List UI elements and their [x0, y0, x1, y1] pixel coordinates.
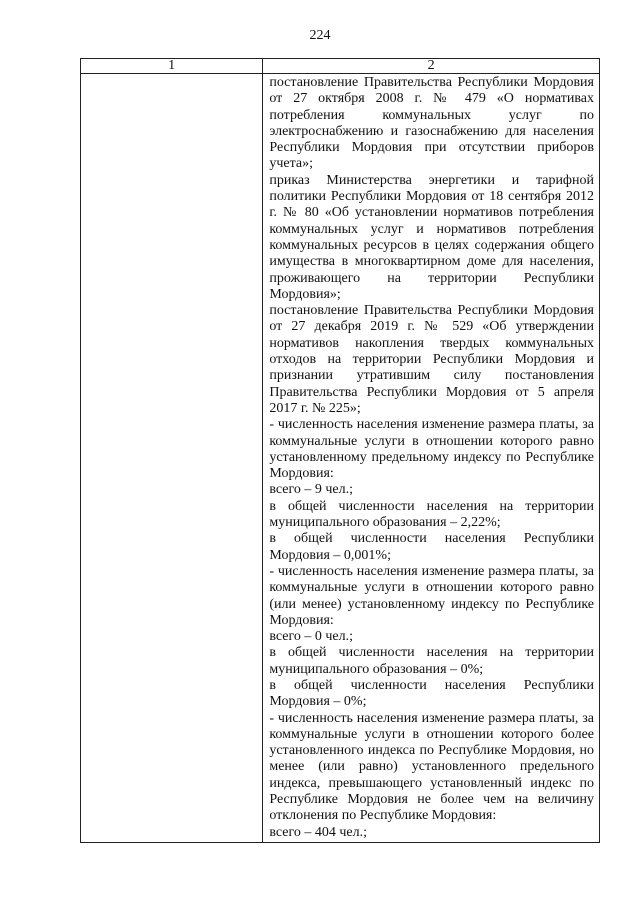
- column-header-1: 1: [81, 59, 263, 74]
- share-municipality-paragraph: в общей численности населения на территории муниципального образования – 0%;: [269, 645, 594, 677]
- column-2-cell: [263, 74, 600, 843]
- column-1-cell: [81, 74, 263, 843]
- population-equal-limit-paragraph: - численность населения изменение размера платы, за коммунальные услуги в отношении которого равно установленному предельному индексу по Республике Мордовия:: [269, 417, 594, 482]
- share-republic-paragraph: в общей численности населения Республики Мордовия – 0,001%;: [269, 531, 594, 563]
- population-equal-or-less-paragraph: - численность населения изменение размера платы, за коммунальные услуги в отношении которого равно (или менее) установленному индексу по Республике Мордовия:: [269, 563, 594, 628]
- document-table: [80, 58, 600, 843]
- table-row: [81, 74, 600, 843]
- share-republic-paragraph: в общей численности населения Республики Мордовия – 0%;: [269, 677, 594, 710]
- column-header-2: 2: [263, 59, 600, 74]
- decree-479-paragraph: постановление Правительства Республики Мордовия от 27 октября 2008 г. № 479 «О нормативах потребления коммунальных услуг по электроснабжению и газоснабжению для населения Республики Мордовия при отсутствии приборов учета»;: [269, 75, 594, 172]
- population-above-index-paragraph: - численность населения изменение размера платы, за коммунальные услуги в отношении которого более установленного индекса по Республике Мордовия, но менее (или равно) установленного предельного индекса, превышающего установленный индекс по Республике Мордовия не более чем на величину отклонения по Республике Мордовия:: [269, 710, 594, 824]
- table-header-row: [81, 59, 600, 74]
- total-count-paragraph: всего – 404 чел.;: [269, 824, 367, 840]
- order-80-paragraph: приказ Министерства энергетики и тарифной политики Республики Мордовия от 18 сентября 2012 г. № 80 «Об установлении нормативов потребления коммунальных услуг и нормативов потребления коммунальных ресурсов в целях содержания общего имущества в многоквартирном доме для населения, проживающего на территории Республики Мордовия»;: [269, 172, 594, 302]
- share-municipality-paragraph: в общей численности населения на территории муниципального образования – 2,22%;: [269, 498, 594, 531]
- decree-529-paragraph: постановление Правительства Республики Мордовия от 27 декабря 2019 г. № 529 «Об утверждении нормативов накопления твердых коммунальных отходов на территории Республики Мордовия и признании утратившим силу постановления Правительства Республики Мордовия от 5 апреля 2017 г. № 225»;: [269, 303, 594, 416]
- total-count-paragraph: всего – 9 чел.;: [269, 482, 353, 498]
- page-number: 224: [309, 28, 331, 43]
- total-count-paragraph: всего – 0 чел.;: [269, 629, 353, 645]
- cell-content: [263, 74, 599, 841]
